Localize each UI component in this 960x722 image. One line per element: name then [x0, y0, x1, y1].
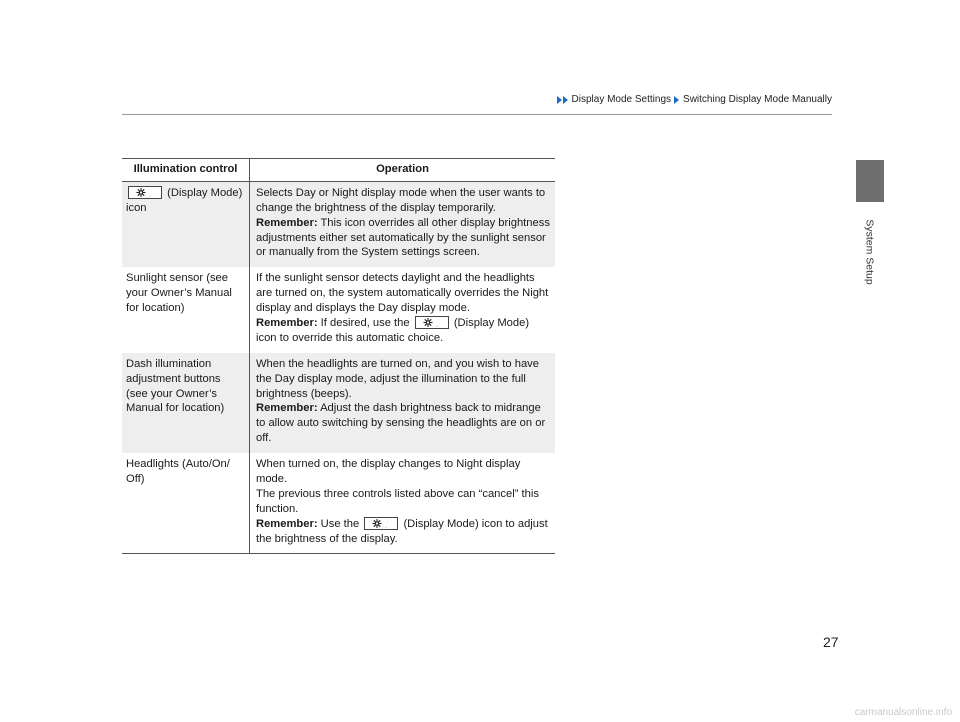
operation-cell	[250, 353, 556, 453]
watermark: carmanualsonline.info	[854, 707, 952, 718]
breadcrumb	[557, 94, 832, 105]
operation-text: The previous three controls listed above can “cancel” this function.	[256, 487, 539, 515]
remember-note	[256, 517, 551, 547]
page-number: 27	[823, 634, 839, 650]
remember-label: Remember:	[256, 216, 318, 229]
operation-cell	[250, 453, 556, 554]
display-mode-icon	[415, 316, 449, 329]
remember-note	[256, 216, 551, 261]
remember-text-pre: Use the	[320, 517, 360, 530]
operation-text: When the headlights are turned on, and you wish to have the Day display mode, adjust the illumination to the full brightness (beeps).	[256, 357, 539, 400]
breadcrumb-arrow-icon	[674, 96, 680, 104]
remember-label: Remember:	[256, 517, 318, 530]
operation-text: When turned on, the display changes to Night display mode.	[256, 458, 521, 486]
remember-text: This icon overrides all other display brightness adjustments either set automatically by the sunlight sensor or manually from the System settings screen.	[256, 216, 550, 259]
control-cell: Dash illumination adjustment buttons (see your Owner’s Manual for location)	[122, 353, 250, 453]
column-header-illumination-control: Illumination control	[122, 159, 250, 182]
remember-text-post: (Display Mode) icon to override this automatic choice.	[256, 317, 530, 344]
breadcrumb-arrow-icon	[557, 96, 569, 104]
control-label: (Display Mode) icon	[126, 186, 243, 214]
remember-label: Remember:	[256, 317, 318, 330]
section-tab-marker	[856, 160, 884, 202]
illumination-control-table	[122, 158, 555, 554]
table-row	[122, 181, 555, 267]
control-cell: Sunlight sensor (see your Owner’s Manual for location)	[122, 267, 250, 352]
table-header-row	[122, 159, 555, 182]
remember-note	[256, 316, 551, 346]
display-mode-icon	[128, 186, 162, 199]
table-row	[122, 267, 555, 352]
header-divider	[122, 114, 832, 115]
section-tab-text: System Setup	[864, 219, 876, 285]
display-mode-icon	[364, 517, 398, 530]
table-row	[122, 453, 555, 554]
breadcrumb-item-switching-display-mode[interactable]: Switching Display Mode Manually	[683, 94, 832, 105]
section-tab-label	[852, 212, 888, 292]
remember-text-pre: If desired, use the	[320, 317, 410, 330]
control-cell	[122, 181, 250, 267]
remember-text-post: (Display Mode) icon to adjust the brightness of the display.	[256, 517, 548, 545]
breadcrumb-item-display-mode-settings[interactable]: Display Mode Settings	[571, 94, 672, 105]
operation-cell	[250, 267, 556, 352]
operation-text: If the sunlight sensor detects daylight and the headlights are turned on, the system automatically overrides the Night display and displays the Day display mode.	[256, 272, 549, 315]
table-row	[122, 353, 555, 453]
remember-text: Adjust the dash brightness back to midrange to allow auto switching by sensing the headlights are on or off.	[256, 402, 546, 445]
remember-note	[256, 401, 551, 446]
operation-text: Selects Day or Night display mode when the user wants to change the brightness of the display temporarily.	[256, 186, 546, 214]
control-cell: Headlights (Auto/On/ Off)	[122, 453, 250, 554]
remember-label: Remember:	[256, 402, 318, 415]
column-header-operation: Operation	[250, 159, 556, 182]
operation-cell	[250, 181, 556, 267]
